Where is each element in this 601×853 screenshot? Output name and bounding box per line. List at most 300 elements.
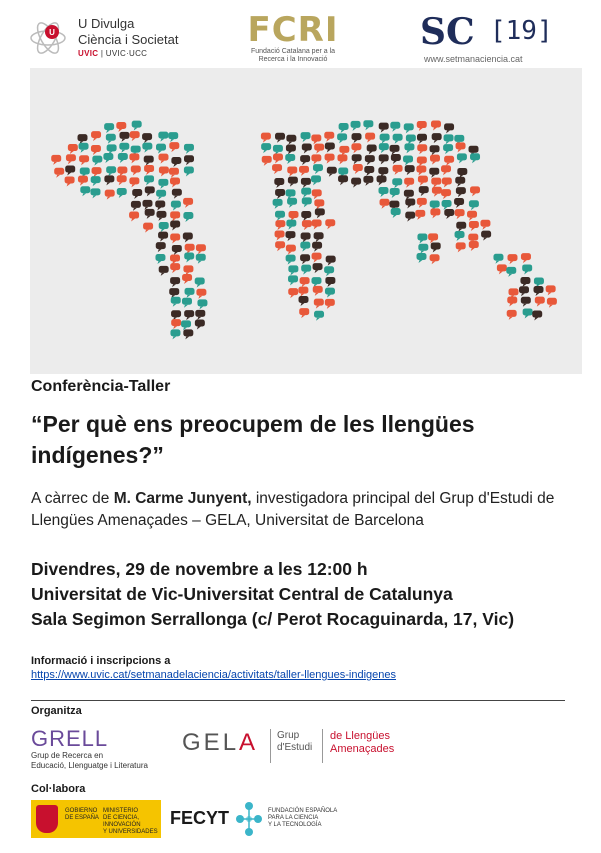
speech-bubble-icon: [302, 220, 312, 230]
speech-bubble-icon: [132, 121, 142, 131]
fecyt-molecule-icon: [234, 800, 264, 838]
speech-bubble-icon: [352, 154, 362, 164]
speech-bubble-icon: [170, 211, 180, 221]
event-kicker: Conferència-Taller: [31, 378, 171, 395]
speech-bubble-icon: [417, 121, 427, 131]
gela-grup: Grup d'Estudi: [277, 730, 313, 753]
speech-bubble-icon: [469, 241, 479, 251]
speech-bubble-icon: [142, 143, 152, 153]
gela-separator: [270, 729, 271, 763]
registration-link[interactable]: https://www.uvic.cat/setmanadelaciencia/activitats/taller-llengues-indigenes: [31, 669, 397, 681]
sc-url: www.setmanaciencia.cat: [424, 54, 523, 64]
speech-bubble-icon: [444, 209, 454, 219]
speech-bubble-icon: [391, 208, 401, 218]
speech-bubble-icon: [171, 201, 181, 211]
speech-bubble-icon: [105, 190, 115, 200]
speech-bubble-icon: [532, 311, 542, 321]
speech-bubble-icon: [104, 175, 114, 185]
speech-bubble-icon: [415, 210, 425, 220]
sc-mark: SC: [420, 11, 475, 53]
speech-bubble-icon: [325, 143, 335, 153]
speech-bubble-icon: [404, 123, 414, 133]
event-title: “Per què ens preocupem de les llengües indígenes?”: [31, 411, 475, 468]
speech-bubble-icon: [145, 209, 155, 219]
speech-bubble-icon: [313, 263, 323, 273]
speech-bubble-icon: [156, 242, 166, 252]
speech-bubble-icon: [327, 167, 337, 177]
speech-bubble-icon: [441, 189, 451, 199]
speech-bubble-icon: [443, 144, 453, 154]
speech-bubble-icon: [65, 166, 75, 176]
speech-bubble-icon: [417, 198, 427, 208]
speech-bubble-icon: [170, 234, 180, 244]
event-byline: A càrrec de M. Carme Junyent, investigadora principal del Grup d'Estudi de Llengües Amenaçades – GELA, Universitat de Barcelona: [31, 490, 555, 529]
speech-bubble-icon: [312, 242, 322, 252]
speech-bubble-icon: [325, 277, 335, 287]
speech-bubble-icon: [456, 187, 466, 197]
speech-bubble-icon: [182, 274, 192, 284]
speech-bubble-icon: [523, 308, 533, 318]
speech-bubble-icon: [326, 256, 336, 266]
speech-bubble-icon: [156, 190, 166, 200]
setmana-ciencia-logo: [420, 12, 570, 68]
speech-bubble-icon: [417, 233, 427, 243]
speech-bubble-icon: [337, 154, 347, 164]
speech-bubble-icon: [417, 156, 427, 166]
speech-bubble-icon: [442, 177, 452, 187]
speech-bubble-icon: [275, 220, 285, 230]
speech-bubble-icon: [391, 154, 401, 164]
speech-bubble-icon: [183, 212, 193, 222]
speech-bubble-icon: [286, 255, 296, 265]
speech-bubble-icon: [522, 264, 532, 274]
speech-bubble-icon: [507, 254, 517, 264]
speech-bubble-icon: [196, 289, 206, 299]
gela-mark: GELA: [182, 729, 259, 756]
speech-bubble-icon: [432, 133, 442, 143]
speech-bubble-icon: [380, 134, 390, 144]
speech-bubble-icon: [311, 277, 321, 287]
speech-bubble-icon: [274, 178, 284, 188]
fcri-logo: [238, 12, 348, 68]
speech-bubble-icon: [431, 121, 441, 131]
speech-bubble-icon: [467, 211, 477, 221]
speech-bubble-icon: [170, 220, 180, 230]
speech-bubble-icon: [429, 168, 439, 178]
speech-bubble-icon: [79, 143, 89, 153]
speech-bubble-icon: [417, 144, 427, 154]
info-heading: Informació i inscripcions a: [31, 655, 171, 667]
speech-bubble-icon: [444, 156, 454, 166]
speech-bubble-icon: [170, 277, 180, 287]
speech-bubble-icon: [314, 199, 324, 209]
speech-bubble-icon: [170, 329, 180, 339]
speech-bubble-icon: [299, 308, 309, 318]
speech-bubble-icon: [520, 277, 530, 287]
gela-llengues: de Llengües Amenaçades: [330, 730, 395, 755]
event-venue: Universitat de Vic-Universitat Central de Catalunya: [31, 584, 453, 604]
speech-bubble-icon: [184, 310, 194, 320]
sc-number: [19]: [490, 16, 553, 46]
udivulga-institution: UVIC | UVIC·UCC: [78, 49, 148, 58]
speech-bubble-icon: [456, 142, 466, 152]
speech-bubble-icon: [338, 175, 348, 185]
speech-bubble-icon: [275, 189, 285, 199]
speech-bubble-icon: [275, 133, 285, 143]
speech-bubble-icon: [275, 241, 285, 251]
speech-bubble-icon: [325, 154, 335, 164]
speech-bubble-icon: [457, 153, 467, 163]
speech-bubble-icon: [470, 153, 480, 163]
speech-bubble-icon: [519, 286, 529, 296]
speech-bubble-icon: [324, 132, 334, 142]
speech-bubble-icon: [195, 277, 205, 287]
speech-bubble-icon: [431, 178, 441, 188]
speech-bubble-icon: [79, 155, 89, 165]
fecyt-logo: FECYT FUNDACIÓN ESPAÑOLA PARA LA CIENCIA Y LA TECNOLOGÍA: [170, 800, 340, 838]
speech-bubble-icon: [91, 145, 101, 155]
world-map-svg: [30, 68, 582, 374]
speech-bubble-icon: [314, 144, 324, 154]
speech-bubble-icon: [364, 166, 374, 176]
speech-bubble-icon: [390, 188, 400, 198]
speech-bubble-icon: [315, 208, 325, 218]
speech-bubble-icon: [275, 211, 285, 221]
speech-bubble-icon: [117, 188, 127, 198]
speech-bubble-icon: [129, 153, 139, 163]
speech-bubble-icon: [158, 154, 168, 164]
event-date: Divendres, 29 de novembre a les 12:00 h: [31, 559, 368, 579]
fcri-sub-2: Recerca i la Innovació: [258, 56, 328, 63]
event-details: [31, 557, 591, 632]
speech-bubble-icon: [169, 288, 179, 298]
speech-bubble-icon: [159, 222, 169, 232]
speech-bubble-icon: [195, 310, 205, 320]
speech-bubble-icon: [103, 153, 113, 163]
speech-bubble-icon: [324, 266, 334, 276]
speech-bubble-icon: [286, 245, 296, 255]
speech-bubble-icon: [403, 155, 413, 165]
speech-bubble-icon: [156, 211, 166, 221]
speech-bubble-icon: [184, 144, 194, 154]
speech-bubble-icon: [507, 297, 517, 307]
speech-bubble-icon: [65, 176, 75, 186]
speech-bubble-icon: [441, 165, 451, 175]
speech-bubble-icon: [144, 165, 154, 175]
speech-bubble-icon: [351, 143, 361, 153]
speech-bubble-icon: [285, 154, 295, 164]
speech-bubble-icon: [299, 296, 309, 306]
speech-bubble-icon: [288, 265, 298, 275]
speech-bubble-icon: [272, 164, 282, 174]
speech-bubble-icon: [417, 134, 427, 144]
speech-bubble-icon: [535, 297, 545, 307]
speech-bubble-icon: [301, 188, 311, 198]
speech-bubble-icon: [129, 212, 139, 222]
speech-bubble-icon: [158, 132, 168, 142]
speech-bubble-icon: [405, 212, 415, 222]
speech-bubble-icon: [299, 166, 309, 176]
speech-bubble-icon: [469, 200, 479, 210]
speech-bubble-icon: [404, 178, 414, 188]
speech-bubble-icon: [142, 133, 152, 143]
speech-bubble-icon: [469, 221, 479, 231]
speech-bubble-icon: [143, 223, 153, 233]
speech-bubble-icon: [170, 263, 180, 273]
speech-bubble-icon: [506, 267, 516, 277]
speech-bubble-icon: [106, 134, 116, 144]
speech-bubble-icon: [314, 299, 324, 309]
speech-bubble-icon: [91, 131, 101, 141]
speech-bubble-icon: [393, 134, 403, 144]
gobierno-espana-logo: GOBIERNO DE ESPAÑA MINISTERIO DE CIENCIA, INNOVACIÓN Y UNIVERSIDADES: [31, 800, 161, 838]
speech-bubble-icon: [365, 155, 375, 165]
speech-bubble-icon: [145, 186, 155, 196]
atom-logo-icon: [28, 18, 68, 58]
speech-bubble-icon: [521, 297, 531, 307]
speech-bubble-icon: [300, 277, 310, 287]
speech-bubble-icon: [142, 200, 152, 210]
organizers-heading: Organitza: [31, 705, 82, 717]
gela-separator-2: [322, 729, 323, 763]
speech-bubble-icon: [363, 120, 373, 130]
grell-sub-2: Educació, Llenguatge i Literatura: [31, 761, 148, 770]
fcri-mark: FCRI: [247, 10, 339, 50]
speech-bubble-icon: [430, 145, 440, 155]
speech-bubble-icon: [300, 155, 310, 165]
speech-bubble-icon: [172, 245, 182, 255]
speech-bubble-icon: [314, 311, 324, 321]
speech-bubble-icon: [183, 265, 193, 275]
speech-bubble-icon: [169, 142, 179, 152]
grell-logo: [31, 727, 171, 775]
speech-bubble-icon: [314, 232, 324, 242]
speech-bubble-icon: [185, 244, 195, 254]
speech-bubble-icon: [363, 176, 373, 186]
speech-bubble-icon: [91, 176, 101, 186]
speech-bubble-icon: [379, 143, 389, 153]
speech-bubble-icon: [481, 231, 491, 241]
speech-bubble-icon: [456, 242, 466, 252]
speech-bubble-icon: [261, 143, 271, 153]
speech-bubble-icon: [168, 132, 178, 142]
speech-bubble-icon: [80, 186, 90, 196]
speech-bubble-icon: [365, 133, 375, 143]
divider: [31, 700, 565, 701]
speech-bubble-icon: [497, 264, 507, 274]
udivulga-title: U Divulga: [78, 16, 135, 31]
speech-bubble-icon: [129, 177, 139, 187]
speech-bubble-icon: [184, 155, 194, 165]
speech-bubble-icon: [107, 144, 117, 154]
speech-bubble-icon: [54, 168, 64, 178]
speech-bubble-icon: [288, 288, 298, 298]
speech-bubble-icon: [286, 135, 296, 145]
speech-bubble-icon: [92, 167, 102, 177]
speech-bubble-icon: [457, 168, 467, 178]
speech-bubble-icon: [390, 122, 400, 132]
speech-bubble-icon: [493, 254, 503, 264]
collaborators-heading: Col·labora: [31, 783, 86, 795]
speech-bubble-icon: [273, 145, 283, 155]
speech-bubble-icon: [183, 233, 193, 243]
speech-bubble-icon: [156, 144, 166, 154]
speech-bubble-icon: [298, 287, 308, 297]
speech-bubble-icon: [546, 285, 556, 295]
speech-bubble-icon: [78, 176, 88, 186]
speech-bubble-icon: [287, 198, 297, 208]
speech-bubble-icon: [66, 154, 76, 164]
speech-bubble-icon: [428, 233, 438, 243]
speech-bubble-icon: [379, 123, 389, 133]
speech-bubble-icon: [311, 175, 321, 185]
speech-bubble-icon: [130, 131, 140, 141]
speech-bubble-icon: [273, 153, 283, 163]
speech-bubble-icon: [351, 121, 361, 131]
speech-bubble-icon: [325, 288, 335, 298]
speech-bubble-icon: [455, 209, 465, 219]
speech-bubble-icon: [406, 135, 416, 145]
speech-bubble-icon: [104, 123, 114, 133]
speech-bubble-icon: [172, 189, 182, 199]
speech-bubble-icon: [313, 286, 323, 296]
speech-bubble-icon: [337, 133, 347, 143]
speech-bubble-icon: [300, 254, 310, 264]
speech-bubble-icon: [158, 179, 168, 189]
speech-bubble-icon: [155, 254, 165, 264]
speech-bubble-icon: [301, 211, 311, 221]
speech-bubble-icon: [195, 320, 205, 330]
speech-bubble-icon: [184, 253, 194, 263]
speech-bubble-icon: [312, 253, 322, 263]
speech-bubble-icon: [431, 242, 441, 252]
speech-bubble-icon: [547, 298, 557, 308]
speech-bubble-icon: [534, 277, 544, 287]
speech-bubble-icon: [262, 156, 272, 166]
speech-bubble-icon: [390, 145, 400, 155]
speech-bubble-icon: [312, 189, 322, 199]
speech-bubble-icon: [430, 208, 440, 218]
speech-bubble-icon: [442, 200, 452, 210]
speech-bubble-icon: [169, 168, 179, 178]
speech-bubble-icon: [286, 220, 296, 230]
speech-bubble-icon: [454, 198, 464, 208]
speech-bubble-icon: [302, 197, 312, 207]
speech-bubble-icon: [301, 178, 311, 188]
speech-bubble-icon: [106, 166, 116, 176]
speech-bubble-icon: [275, 230, 285, 240]
speech-bubble-icon: [288, 177, 298, 187]
speech-bubble-icon: [144, 156, 154, 166]
speech-bubble-icon: [132, 189, 142, 199]
event-room: Sala Segimon Serrallonga (c/ Perot Rocaguinarda, 17, Vic): [31, 609, 515, 629]
speech-bubble-icon: [378, 187, 388, 197]
speech-bubble-icon: [287, 166, 297, 176]
speech-bubble-icon: [90, 188, 100, 198]
speech-bubble-icon: [183, 329, 193, 339]
speech-bubble-icon: [404, 143, 414, 153]
speech-bubble-icon: [183, 198, 193, 208]
speech-bubble-icon: [300, 242, 310, 252]
speech-bubble-icon: [158, 232, 168, 242]
speech-bubble-icon: [171, 157, 181, 167]
speech-bubble-icon: [444, 123, 454, 133]
fecyt-mark: FECYT: [170, 808, 230, 828]
speech-bubble-icon: [430, 155, 440, 165]
world-map-speech-bubbles-image: [30, 68, 582, 374]
speech-bubble-icon: [144, 175, 154, 185]
speech-bubble-icon: [119, 143, 129, 153]
speech-bubble-icon: [197, 299, 207, 309]
speech-bubble-icon: [182, 298, 192, 308]
speech-bubble-icon: [380, 199, 390, 209]
speech-bubble-icon: [196, 254, 206, 264]
speech-bubble-icon: [301, 132, 311, 142]
speech-bubble-icon: [301, 265, 311, 275]
speech-bubble-icon: [196, 244, 206, 254]
speech-bubble-icon: [405, 199, 415, 209]
speech-bubble-icon: [367, 144, 377, 154]
speech-bubble-icon: [417, 253, 427, 263]
speech-bubble-icon: [521, 253, 531, 263]
speech-bubble-icon: [131, 201, 141, 211]
speech-bubble-icon: [444, 134, 454, 144]
speech-bubble-icon: [311, 135, 321, 145]
speech-bubble-icon: [325, 219, 335, 229]
speech-bubble-icon: [68, 144, 78, 154]
speech-bubble-icon: [288, 275, 298, 285]
udivulga-subtitle: Ciència i Societat: [78, 32, 179, 47]
speech-bubble-icon: [419, 186, 429, 196]
speech-bubble-icon: [353, 164, 363, 174]
speech-bubble-icon: [131, 166, 141, 176]
speech-bubble-icon: [313, 164, 323, 174]
speech-bubble-icon: [159, 166, 169, 176]
coat-of-arms-icon: [36, 805, 58, 833]
speech-bubble-icon: [286, 145, 296, 155]
speech-bubble-icon: [404, 190, 414, 200]
speech-bubble-icon: [273, 199, 283, 209]
speech-bubble-icon: [170, 178, 180, 188]
speech-bubble-icon: [155, 201, 165, 211]
speech-bubble-icon: [392, 178, 402, 188]
speech-bubble-icon: [185, 288, 195, 298]
speech-bubble-icon: [533, 286, 543, 296]
speech-bubble-icon: [405, 165, 415, 175]
speech-bubble-icon: [181, 320, 191, 330]
speech-bubble-icon: [339, 123, 349, 133]
speech-bubble-icon: [118, 153, 128, 163]
speech-bubble-icon: [117, 175, 127, 185]
speech-bubble-icon: [418, 244, 428, 254]
speech-bubble-icon: [51, 155, 61, 165]
udivulga-logo: [28, 16, 198, 62]
speech-bubble-icon: [301, 232, 311, 242]
speech-bubble-icon: [432, 187, 442, 197]
speech-bubble-icon: [119, 132, 129, 142]
speech-bubble-icon: [171, 297, 181, 307]
speaker-name: M. Carme Junyent,: [113, 490, 252, 507]
speech-bubble-icon: [78, 134, 88, 144]
speech-bubble-icon: [456, 222, 466, 232]
speech-bubble-icon: [393, 165, 403, 175]
speech-bubble-icon: [302, 144, 312, 154]
speech-bubble-icon: [312, 219, 322, 229]
speech-bubble-icon: [455, 177, 465, 187]
speech-bubble-icon: [351, 178, 361, 188]
speech-bubble-icon: [455, 231, 465, 241]
speech-bubble-icon: [470, 186, 480, 196]
